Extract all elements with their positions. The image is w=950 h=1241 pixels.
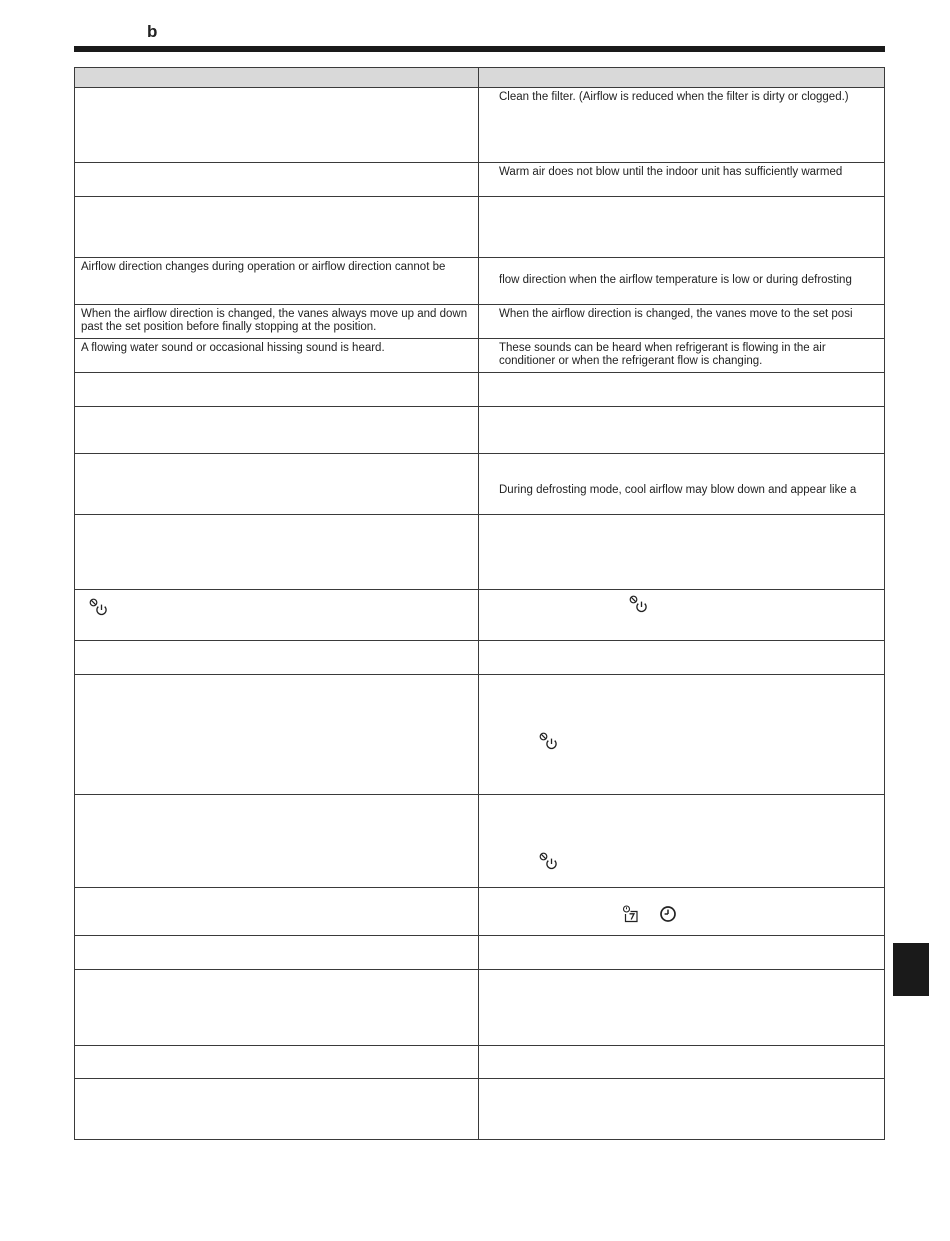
solution-cell [479,515,885,590]
column-header-solution [479,68,885,88]
table-row [75,163,885,197]
problem-cell [75,970,479,1046]
weekly-timer-icon [622,905,640,923]
solution-cell: Warm air does not blow until the indoor unit has sufficiently warmed [479,163,885,197]
problem-cell [75,795,479,888]
side-tab-marker [893,943,929,996]
table-row [75,1079,885,1140]
table-row [75,795,885,888]
power-onoff-icon [539,732,557,750]
problem-cell [75,163,479,197]
table-row [75,590,885,641]
power-onoff-icon [539,852,557,870]
solution-cell: These sounds can be heard when refrigerant is flowing in the air conditioner or when the refrigerant flow is changing. [479,339,885,373]
section-letter: b [147,22,158,41]
header-rule [74,46,885,52]
solution-cell [479,590,885,641]
problem-cell [75,936,479,970]
table-row [75,1046,885,1079]
problem-cell [75,641,479,675]
problem-cell [75,197,479,258]
table-row [75,675,885,795]
troubleshooting-table [74,67,885,1140]
problem-cell [75,1046,479,1079]
problem-cell: A flowing water sound or occasional hissing sound is heard. [75,339,479,373]
table-row [75,197,885,258]
solution-cell [479,1079,885,1140]
table-row [75,88,885,163]
problem-cell: When the airflow direction is changed, the vanes always move up and down past the set position before finally stopping at the position. [75,305,479,339]
table-row [75,515,885,590]
solution-cell: Clean the filter. (Airflow is reduced when the filter is dirty or clogged.) [479,88,885,163]
solution-cell [479,936,885,970]
table-row [75,641,885,675]
solution-cell [479,888,885,936]
solution-cell [479,675,885,795]
problem-cell [75,407,479,454]
table-row [75,339,885,373]
solution-cell: flow direction when the airflow temperature is low or during defrosting [479,258,885,305]
problem-cell [75,373,479,407]
solution-cell [479,795,885,888]
solution-cell [479,970,885,1046]
problem-cell [75,1079,479,1140]
solution-cell [479,407,885,454]
solution-cell [479,1046,885,1079]
table-row [75,258,885,305]
table-row [75,936,885,970]
problem-cell: Airflow direction changes during operation or airflow direction cannot be [75,258,479,305]
table-row [75,454,885,515]
solution-cell [479,373,885,407]
table-row [75,373,885,407]
column-header-problem [75,68,479,88]
table-row [75,970,885,1046]
problem-cell [75,515,479,590]
problem-cell [75,88,479,163]
clock-icon [659,905,677,923]
table-row [75,407,885,454]
table-row [75,888,885,936]
problem-cell [75,888,479,936]
table-row [75,305,885,339]
solution-cell [479,641,885,675]
solution-cell [479,197,885,258]
power-onoff-icon [629,595,647,613]
problem-cell [75,454,479,515]
solution-cell: When the airflow direction is changed, the vanes move to the set posi [479,305,885,339]
problem-cell [75,675,479,795]
solution-cell: During defrosting mode, cool airflow may blow down and appear like a [479,454,885,515]
power-onoff-icon [89,598,107,616]
table-header-row [75,68,885,88]
problem-cell [75,590,479,641]
